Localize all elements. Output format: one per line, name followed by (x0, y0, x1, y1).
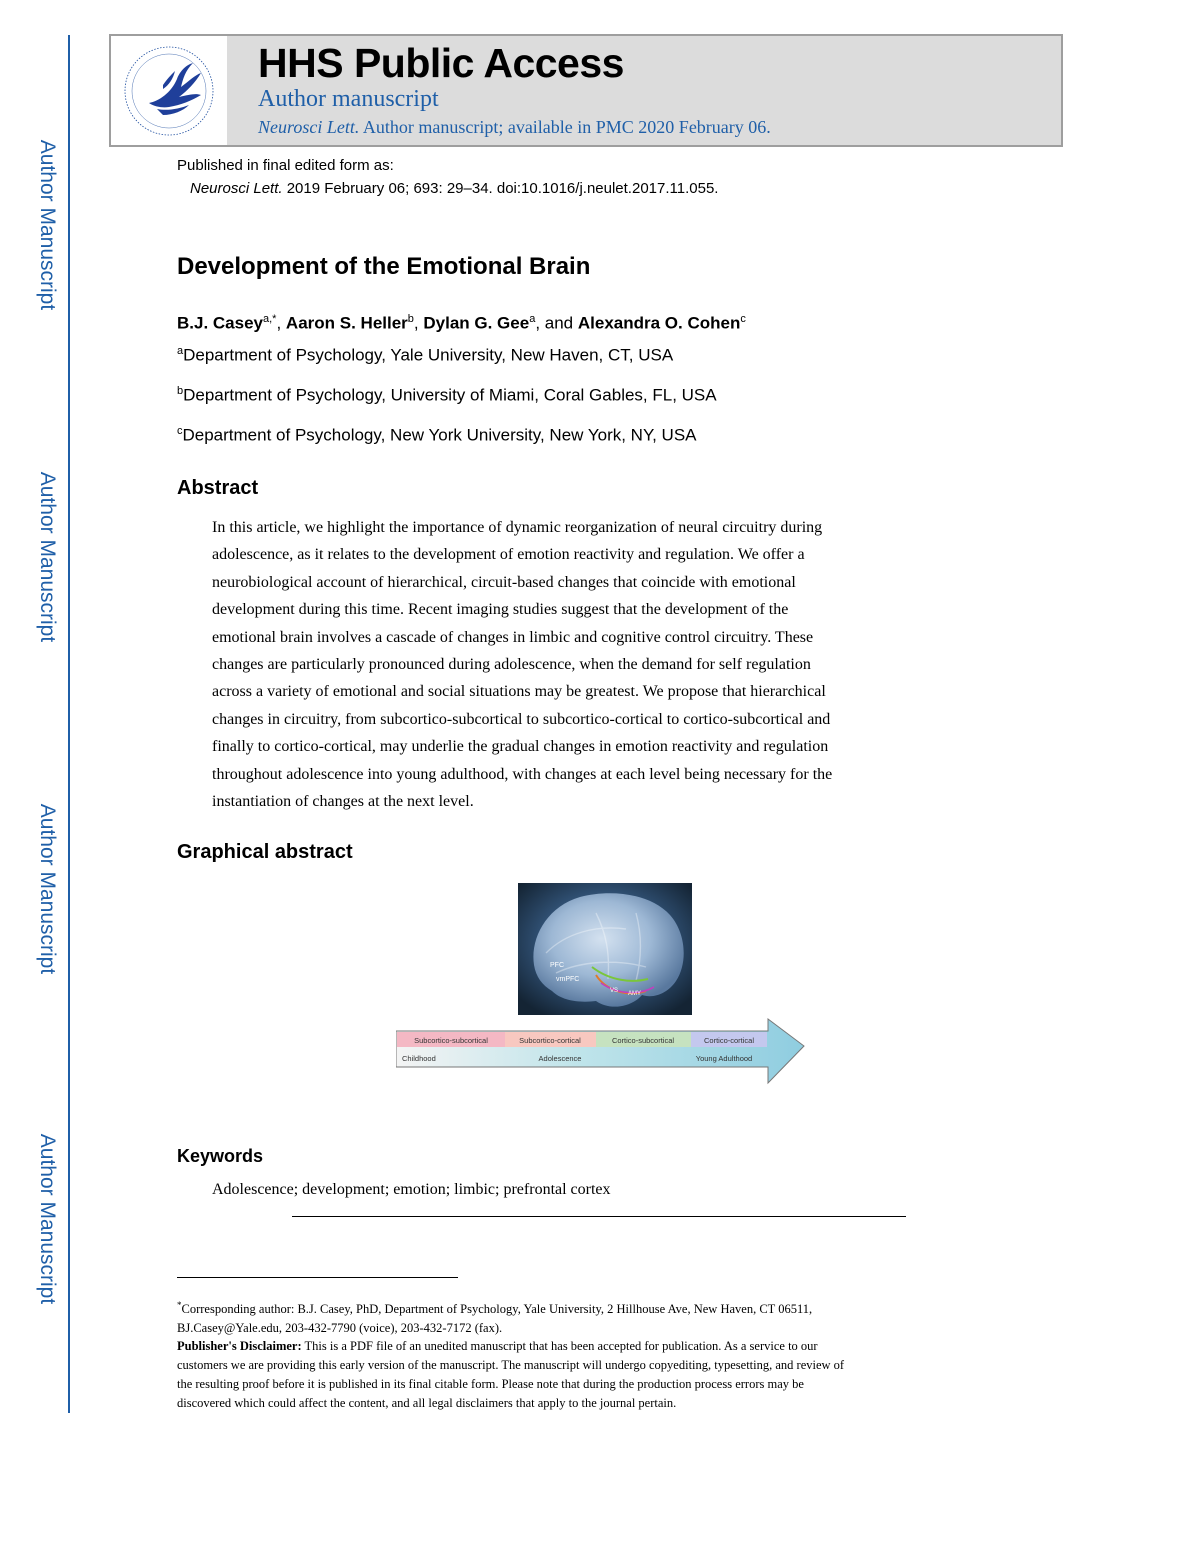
disclaimer-label: Publisher's Disclaimer: (177, 1339, 302, 1353)
author-superscript: b (407, 313, 414, 325)
author-separator: , (413, 313, 424, 333)
affiliation-text: Department of Psychology, University of Miami, Coral Gables, FL, USA (183, 385, 717, 405)
margin-label-4 (22, 1124, 72, 1314)
affiliation-superscript: b (177, 385, 184, 397)
margin-label-text: Author Manuscript (36, 1133, 59, 1305)
keywords-heading: Keywords (177, 1146, 264, 1166)
affiliation-superscript: c (177, 425, 183, 437)
abstract-line: changes are particularly pronounced during adolescence, when the demand for self regulation (212, 656, 811, 674)
doi-citation: 2019 February 06; 693: 29–34. doi:10.1016/j.neulet.2017.11.055. (282, 180, 719, 197)
affiliation-a (177, 345, 673, 366)
publisher-disclaimer (177, 1337, 1027, 1413)
author-superscript: a,* (263, 313, 277, 325)
abstract-line: throughout adolescence into young adulthood, with changes at each level being necessary for the (212, 765, 833, 783)
margin-label-3 (22, 794, 72, 984)
author-manuscript-label: Author manuscript (258, 86, 439, 112)
abstract-line: instantiation of changes at the next level. (212, 793, 474, 811)
abstract-line: finally to cortico-cortical, may underlie the gradual changes in emotion reactivity and regulation (212, 738, 829, 756)
period-label-childhood: Childhood (402, 1054, 436, 1063)
hhs-title: HHS Public Access (258, 40, 624, 86)
abstract-line: neurobiological account of hierarchical, circuit-based changes that coincide with emotional (212, 573, 796, 591)
brain-label-vs: VS (610, 988, 619, 994)
corresponding-author-line: Corresponding author: B.J. Casey, PhD, Department of Psychology, Yale University, 2 Hillhouse Ave, New Haven, CT 06511, (181, 1302, 813, 1317)
affiliation-superscript: a (177, 345, 184, 357)
stage-label: Cortico-cortical (703, 1036, 755, 1045)
corresponding-author-contact: BJ.Casey@Yale.edu, 203-432-7790 (voice), 203-432-7172 (fax). (177, 1321, 503, 1336)
disclaimer-line: discovered which could affect the content, and all legal disclaimers that apply to the journal pertain. (177, 1396, 677, 1410)
abstract-line: adolescence, as it relates to the development of emotion reactivity and regulation. We offer a (212, 546, 805, 564)
abstract-heading: Abstract (177, 477, 259, 499)
affiliation-c (177, 425, 697, 446)
disclaimer-line: customers we are providing this early version of the manuscript. The manuscript will undergo copyediting, typesetting, and review of (177, 1358, 845, 1372)
affiliation-text: Department of Psychology, New York University, New York, NY, USA (182, 425, 697, 445)
margin-label-text: Author Manuscript (36, 139, 59, 311)
margin-label-text: Author Manuscript (36, 471, 59, 643)
section-divider (292, 1216, 906, 1217)
margin-label-2 (22, 462, 72, 652)
brain-shape (533, 893, 683, 1006)
disclaimer-line: the resulting proof before it is published in its final citable form. Please note that during the production process errors may be (177, 1377, 804, 1391)
stage-label: Cortico-subcortical (611, 1036, 675, 1045)
footnote-divider (177, 1277, 458, 1278)
footnote-marker: * (177, 1300, 182, 1310)
author-name: Aaron S. Heller (285, 313, 408, 333)
period-label-adolescence: Adolescence (538, 1054, 582, 1063)
margin-label-text: Author Manuscript (36, 803, 59, 975)
author-name: Alexandra O. Cohen (577, 313, 741, 333)
stage-label: Subcortico-subcortical (414, 1036, 488, 1045)
published-citation (190, 180, 718, 197)
stage-label: Subcortico-cortical (519, 1036, 581, 1045)
author-name: B.J. Casey (177, 313, 263, 333)
period-label-young-adulthood: Young Adulthood (695, 1054, 753, 1063)
author-list (177, 313, 746, 334)
abstract-line: emotional brain involves a cascade of changes in limbic and cognitive control circuitry. These (212, 628, 814, 646)
affiliation-text: Department of Psychology, Yale University, New Haven, CT, USA (183, 345, 674, 365)
abstract-line: changes in circuitry, from subcortico-subcortical to subcortico-cortical to cortico-subcortical and (212, 710, 831, 728)
abstract-line: development during this time. Recent imaging studies suggest that the development of the (212, 601, 789, 619)
journal-name: Neurosci Lett. (258, 117, 360, 137)
pmc-citation (258, 117, 771, 138)
disclaimer-line: This is a PDF file of an unedited manuscript that has been accepted for publication. As a service to our (301, 1339, 818, 1353)
abstract-body (212, 514, 982, 815)
timeline-arrow (396, 1019, 804, 1083)
brain-label-pfc: PFC (550, 962, 564, 969)
author-name: Dylan G. Gee (423, 313, 530, 333)
hhs-eagle-logo-icon (119, 41, 219, 141)
affiliation-b (177, 385, 717, 406)
brain-label-amy: AMY (628, 991, 642, 997)
author-separator: , and (535, 313, 578, 333)
published-label: Published in final edited form as: (177, 157, 394, 174)
pmc-availability: Author manuscript; available in PMC 2020 February 06. (359, 117, 771, 137)
hhs-logo (111, 36, 227, 145)
graphical-abstract-figure (396, 883, 808, 1088)
journal-name: Neurosci Lett. (190, 180, 283, 197)
graphical-abstract-svg (396, 883, 808, 1088)
keywords-list: Adolescence; development; emotion; limbic; prefrontal cortex (212, 1181, 611, 1198)
abstract-line: In this article, we highlight the importance of dynamic reorganization of neural circuitry during (212, 519, 823, 536)
author-superscript: a (529, 313, 536, 325)
brain-label-vmpfc: vmPFC (556, 976, 580, 983)
corresponding-author-note (177, 1296, 1027, 1338)
graphical-abstract-heading: Graphical abstract (177, 841, 353, 863)
margin-label-1 (22, 130, 72, 320)
abstract-line: across a variety of emotional and social situations may be greatest. We propose that hierarchical (212, 683, 826, 701)
author-superscript: c (740, 313, 746, 325)
paper-title: Development of the Emotional Brain (177, 253, 591, 280)
author-separator: , (276, 313, 286, 333)
